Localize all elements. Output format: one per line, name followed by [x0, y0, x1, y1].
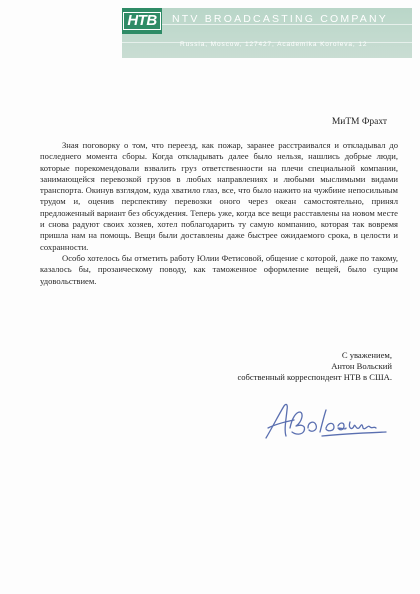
handwritten-signature [262, 398, 392, 448]
body-paragraph: Зная поговорку о том, что переезд, как пожар, заранее расстраивался и откладывал до последнего момента сборы. Когда откладывать далее было нельзя, нашлись добрые люди, которые порекомендовали взвалить груз ответственности на плечи специальной компании, занимающейся перевозкой грузов в любых направлениях и любыми мыслимыми видами транспорта. Окинув взглядом, куда хватило глаз, все, что было нажито на чужбине непосильным трудом и, оценив перспективу перевозки оного через океан самостоятельно, принял предложенный вариант без обсуждения. Теперь уже, когда все вещи расставлены на новом месте и снова радуют своих хозяев, хотел поблагодарить ту самую компанию, которая так вовремя пришла нам на помощь. Вещи были доставлены даже быстрее ожидаемого срока, в целости и сохранности. [40, 140, 398, 252]
signer-title: собственный корреспондент НТВ в США. [237, 372, 392, 382]
company-address: Russia, Moscow, 127427, Academika Koroleva, 12 [180, 41, 368, 48]
closing-block [237, 350, 392, 383]
company-name: NTV BROADCASTING COMPANY [172, 13, 388, 25]
signer-name: Антон Вольский [331, 361, 392, 371]
logo-text: НТВ [123, 12, 160, 30]
body-paragraph: Особо хотелось бы отметить работу Юлии Фетисовой, общение с которой, даже по такому, казалось бы, прозаическому поводу, как таможенное оформление вещей, было сущим удовольствием. [40, 252, 398, 286]
closing-salutation: С уважением, [341, 350, 392, 360]
recipient: МиТМ Фрахт [331, 117, 387, 127]
ntv-logo [122, 8, 162, 34]
letter-body [40, 140, 398, 287]
